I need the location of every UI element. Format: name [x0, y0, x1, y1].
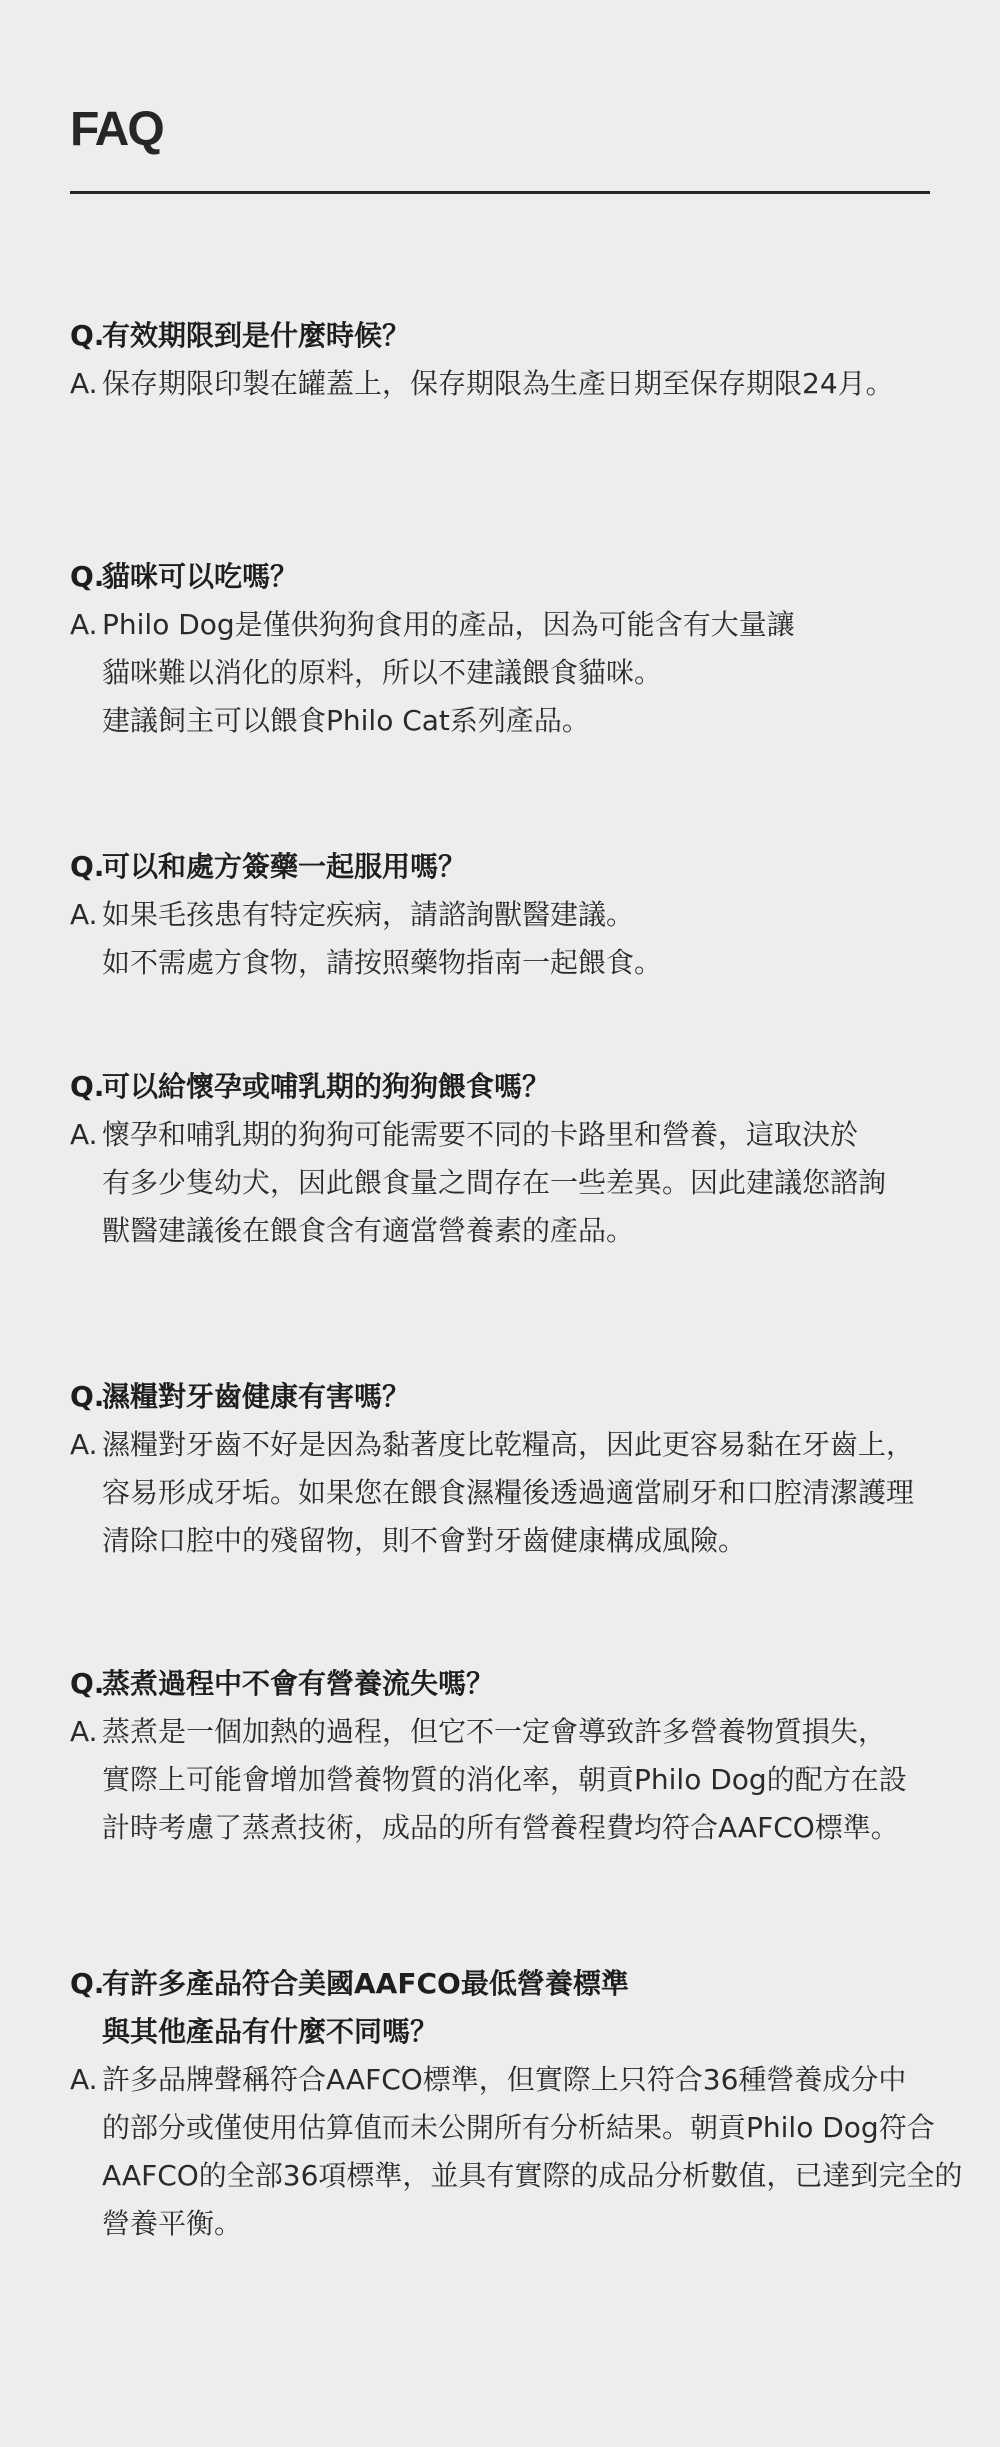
indent	[70, 697, 102, 745]
indent	[70, 1159, 102, 1207]
answer-prefix: A.	[70, 1715, 98, 1748]
question-prefix: Q.	[70, 1070, 105, 1103]
answer-prefix: A.	[70, 2063, 98, 2096]
faq-item	[70, 1063, 970, 1255]
question-text: 可以和處方簽藥一起服用嗎？	[102, 850, 467, 883]
indent	[70, 939, 102, 987]
answer-text: 貓咪難以消化的原料，所以不建議餵食貓咪。	[102, 656, 663, 689]
faq-answer	[70, 601, 970, 649]
faq-answer	[70, 891, 970, 939]
answer-text: 建議飼主可以餵食Philo Cat系列產品。	[102, 704, 590, 737]
answer-prefix: A.	[70, 608, 98, 641]
indent	[70, 649, 102, 697]
question-text: 有效期限到是什麼時候？	[102, 319, 411, 352]
faq-answer	[70, 697, 970, 745]
faq-question	[70, 553, 970, 601]
answer-text: 許多品牌聲稱符合AAFCO標準，但實際上只符合36種營養成分中	[102, 2063, 907, 2096]
indent	[70, 1207, 102, 1255]
faq-answer	[70, 2056, 970, 2104]
answer-text: 如不需處方食物，請按照藥物指南一起餵食。	[102, 946, 663, 979]
question-text: 可以給懷孕或哺乳期的狗狗餵食嗎？	[102, 1070, 551, 1103]
faq-answer	[70, 649, 970, 697]
faq-answer	[70, 1159, 970, 1207]
title-divider	[70, 191, 930, 194]
faq-answer	[70, 2200, 970, 2248]
indent	[70, 1804, 102, 1852]
question-prefix: Q.	[70, 1380, 105, 1413]
indent	[70, 2104, 102, 2152]
faq-answer	[70, 1111, 970, 1159]
page-title: FAQ	[70, 103, 163, 156]
question-text: 有許多產品符合美國AAFCO最低營養標準	[102, 1967, 629, 2000]
answer-text: 獸醫建議後在餵食含有適當營養素的產品。	[102, 1214, 635, 1247]
faq-answer	[70, 1804, 970, 1852]
faq-question	[70, 1063, 970, 1111]
faq-answer	[70, 1756, 970, 1804]
faq-question	[70, 1373, 970, 1421]
faq-answer	[70, 1517, 970, 1565]
faq-item	[70, 1660, 970, 1852]
question-text: 蒸煮過程中不會有營養流失嗎？	[102, 1667, 495, 1700]
indent	[70, 1469, 102, 1517]
faq-question	[70, 843, 970, 891]
answer-text: 如果毛孩患有特定疾病，請諮詢獸醫建議。	[102, 898, 635, 931]
answer-prefix: A.	[70, 1428, 98, 1461]
answer-text: 實際上可能會增加營養物質的消化率，朝貢Philo Dog的配方在設	[102, 1763, 907, 1796]
question-text: 貓咪可以吃嗎？	[102, 560, 299, 593]
faq-item	[70, 843, 970, 987]
question-prefix: Q.	[70, 1967, 105, 2000]
faq-answer	[70, 939, 970, 987]
answer-prefix: A.	[70, 367, 98, 400]
indent	[70, 2200, 102, 2248]
faq-item	[70, 1373, 970, 1565]
faq-answer	[70, 1469, 970, 1517]
question-prefix: Q.	[70, 1667, 105, 1700]
faq-answer	[70, 1708, 970, 1756]
answer-text: 清除口腔中的殘留物，則不會對牙齒健康構成風險。	[102, 1524, 747, 1557]
faq-answer	[70, 2152, 970, 2200]
indent	[70, 2152, 102, 2200]
indent	[70, 1756, 102, 1804]
faq-question	[70, 1660, 970, 1708]
faq-question	[70, 1960, 970, 2008]
faq-answer	[70, 1421, 970, 1469]
answer-prefix: A.	[70, 898, 98, 931]
answer-text: 計時考慮了蒸煮技術，成品的所有營養程費均符合AAFCO標準。	[102, 1811, 899, 1844]
faq-item	[70, 312, 970, 408]
faq-question	[70, 312, 970, 360]
faq-item	[70, 553, 970, 745]
answer-prefix: A.	[70, 1118, 98, 1151]
indent	[70, 1517, 102, 1565]
faq-answer	[70, 360, 970, 408]
answer-text: 營養平衡。	[102, 2207, 243, 2240]
faq-item	[70, 1960, 970, 2248]
answer-text: 懷孕和哺乳期的狗狗可能需要不同的卡路里和營養，這取決於	[102, 1118, 859, 1151]
answer-text: AAFCO的全部36項標準，並具有實際的成品分析數值，已達到完全的	[102, 2159, 963, 2192]
question-text: 與其他產品有什麼不同嗎？	[102, 2015, 439, 2048]
faq-answer	[70, 2104, 970, 2152]
answer-text: 保存期限印製在罐蓋上，保存期限為生產日期至保存期限24月。	[102, 367, 894, 400]
answer-text: Philo Dog是僅供狗狗食用的產品，因為可能含有大量讓	[102, 608, 795, 641]
question-prefix: Q.	[70, 319, 105, 352]
answer-text: 蒸煮是一個加熱的過程，但它不一定會導致許多營養物質損失，	[102, 1715, 887, 1748]
question-prefix: Q.	[70, 850, 105, 883]
question-text: 濕糧對牙齒健康有害嗎？	[102, 1380, 411, 1413]
answer-text: 有多少隻幼犬，因此餵食量之間存在一些差異。因此建議您諮詢	[102, 1166, 887, 1199]
indent	[70, 2008, 102, 2056]
answer-text: 的部分或僅使用估算值而未公開所有分析結果。朝貢Philo Dog符合	[102, 2111, 935, 2144]
faq-question	[70, 2008, 970, 2056]
faq-answer	[70, 1207, 970, 1255]
question-prefix: Q.	[70, 560, 105, 593]
answer-text: 容易形成牙垢。如果您在餵食濕糧後透過適當刷牙和口腔清潔護理	[102, 1476, 915, 1509]
answer-text: 濕糧對牙齒不好是因為黏著度比乾糧高，因此更容易黏在牙齒上，	[102, 1428, 915, 1461]
